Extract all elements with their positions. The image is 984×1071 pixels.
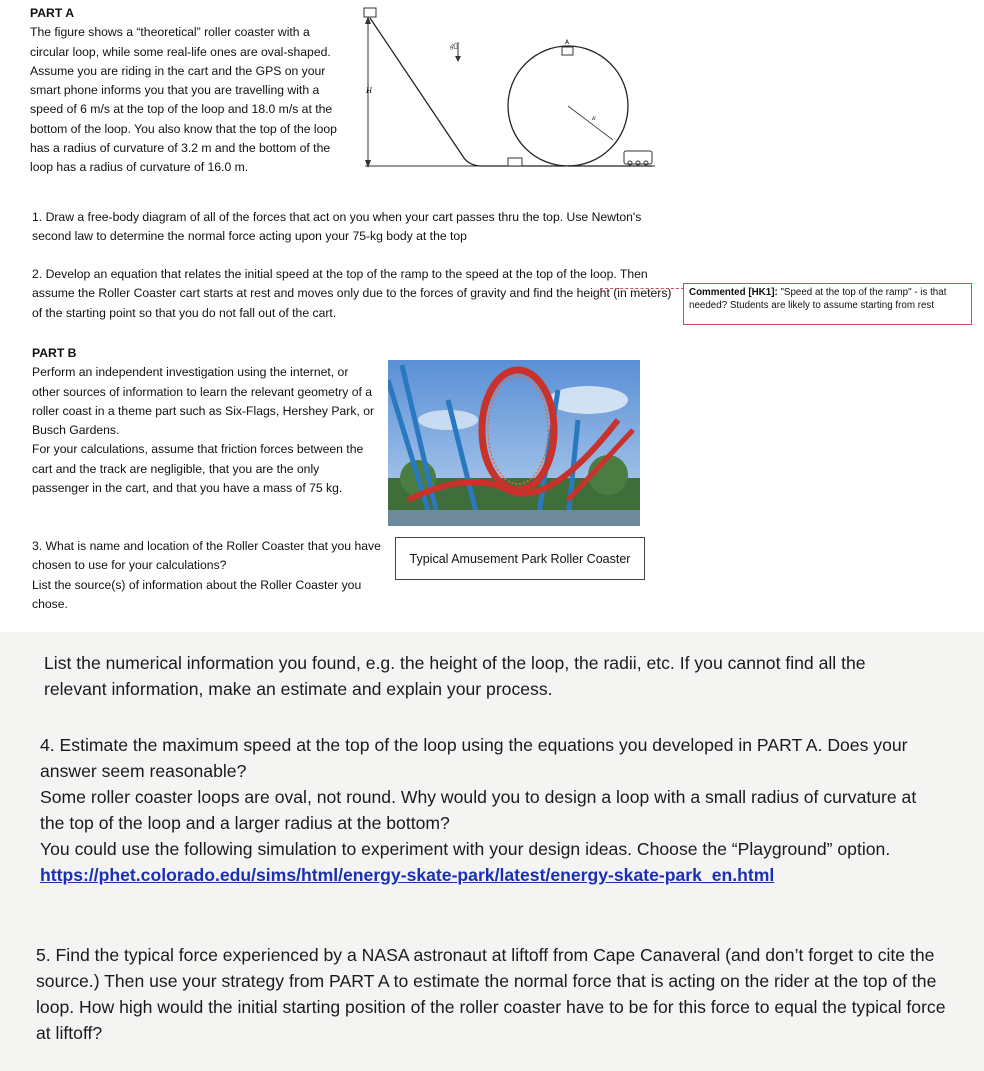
comment-label: Commented [HK1]:	[689, 287, 778, 298]
cloud	[418, 410, 478, 430]
part-b-heading: PART B	[32, 346, 77, 360]
question-3-line-2: List the source(s) of information about the Roller Coaster you chose.	[32, 577, 362, 611]
start-cart	[364, 8, 376, 17]
part-b-section	[32, 344, 377, 498]
comment-connector	[600, 288, 684, 289]
height-label: H	[366, 87, 373, 95]
question-1	[32, 208, 672, 247]
part-a-body: The figure shows a “theoretical” roller coaster with a circular loop, while some real-life ones are oval-shaped. Assume you are riding in the cart and the GPS on your smart phone informs you that you are travelling with a speed of 6 m/s at the top of the loop and 18.0 m/s at the bottom of the loop. You also know that the top of the loop has a radius of curvature of 3.2 m and the bottom of the loop has a radius of curvature of 16.0 m.	[30, 25, 337, 175]
question-1-number: 1.	[32, 210, 43, 224]
part-a-section	[30, 4, 348, 178]
question-4-line-2: Some roller coaster loops are oval, not round. Why would you to design a loop with a small radius of curvature at the top of the loop and a larger radius at the bottom?	[40, 787, 917, 833]
top-cart	[562, 47, 573, 55]
part-b-body-2: For your calculations, assume that friction forces between the cart and the track are negligible, that you are the only passenger in the cart, and that you have a mass of 75 kg.	[32, 442, 364, 496]
gravity-arrow-head	[455, 56, 461, 62]
photo-caption: Typical Amusement Park Roller Coaster	[395, 537, 645, 580]
question-1-text: Draw a free-body diagram of all of the forces that act on you when your cart passes thru the top. Use Newton's second law to determine the normal force acting upon your 75-kg body at the top	[32, 210, 642, 244]
question-5: 5. Find the typical force experienced by a NASA astronaut at liftoff from Cape Canaveral (and don’t forget to cite the source.) Then use your strategy from PART A to estimate the normal force that is acting on the rider at the top of the loop. How high would the initial starting position of the roller coaster have to be for this force to equal the typical force at liftoff?	[36, 945, 946, 1043]
question-4-line-3: You could use the following simulation to experiment with your design ideas. Choose the “Playground” option.	[40, 839, 891, 859]
review-comment[interactable]	[683, 283, 972, 325]
numerical-info-paragraph: List the numerical information you found, e.g. the height of the loop, the radii, etc. If you cannot find all the relevant information, make an estimate and explain your process.	[44, 653, 866, 699]
comment-text: "Speed at the top of the ramp" - is that needed? Students are likely to assume starting from rest	[689, 287, 947, 311]
part-a-heading: PART A	[30, 6, 75, 20]
height-arrow-head-down	[365, 160, 371, 168]
question-2-number: 2.	[32, 267, 43, 281]
roller-coaster-photo	[388, 360, 640, 526]
question-3-line-1: 3. What is name and location of the Roller Coaster that you have chosen to use for your calculations?	[32, 539, 381, 573]
question-4-line-1: 4. Estimate the maximum speed at the top of the loop using the equations you developed in PART A. Does your answer seem reasonable?	[40, 735, 908, 781]
part-b-body: Perform an independent investigation using the internet, or other sources of information to learn the relevant geometry of a roller coast in a theme part such as Six-Flags, Hershey Park, or Busch Gardens.	[32, 365, 375, 438]
question-3	[32, 537, 382, 614]
station-base	[388, 510, 640, 526]
phet-simulation-link[interactable]: https://phet.colorado.edu/sims/html/energy-skate-park/latest/energy-skate-park_en.html	[40, 865, 775, 885]
radius-line	[568, 106, 613, 140]
question-2-text: Develop an equation that relates the initial speed at the top of the ramp to the speed at the top of the loop. Then assume the Roller Coaster cart starts at rest and moves only due to the forces of gravity and find the height (in meters) of the starting point so that you do not fall out of the cart.	[32, 267, 672, 320]
cloud	[548, 386, 628, 414]
gravity-label: g⃗	[450, 43, 458, 50]
radius-label: R	[592, 116, 596, 122]
point-a-label: A	[565, 39, 570, 46]
question-4	[40, 732, 940, 888]
roller-coaster-diagram	[360, 0, 660, 178]
ramp-track	[370, 18, 565, 166]
question-2	[32, 265, 672, 323]
bottom-cart	[508, 158, 522, 166]
